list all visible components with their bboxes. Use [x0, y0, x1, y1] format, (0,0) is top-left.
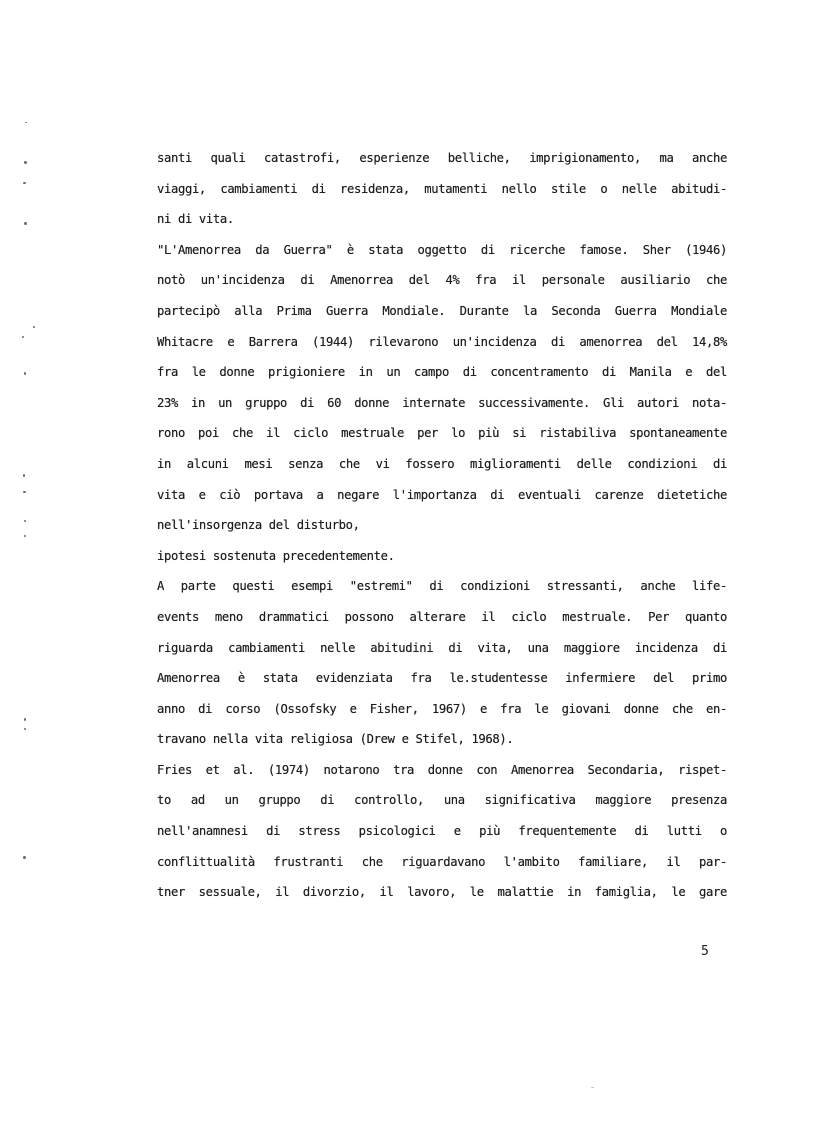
scan-speck: [23, 182, 26, 184]
scan-speck: [24, 372, 26, 375]
text-line: ni di vita.: [157, 212, 234, 227]
scan-speck: [23, 491, 26, 493]
text-line: anno di corso (Ossofsky e Fisher, 1967) e fra le giovani donne che en-: [157, 701, 727, 716]
text-line: to ad un gruppo di controllo, una significativa maggiore presenza: [157, 793, 727, 808]
text-line: "L'Amenorrea da Guerra" è stata oggetto di ricerche famose. Sher (1946): [157, 242, 727, 257]
scan-speck: [24, 222, 27, 225]
text-line: A parte questi esempi "estremi" di condizioni stressanti, anche life-: [157, 579, 727, 594]
text-line: nell'anamnesi di stress psicologici e più frequentemente di lutti o: [157, 824, 727, 839]
text-line: fra le donne prigioniere in un campo di concentramento di Manila e del: [157, 365, 727, 380]
text-line: Amenorrea è stata evidenziata fra le.studentesse infermiere del primo: [157, 671, 727, 686]
text-line: tner sessuale, il divorzio, il lavoro, le malattie in famiglia, le gare: [157, 885, 727, 900]
scan-speck: [24, 535, 26, 537]
scan-speck: [591, 1087, 594, 1088]
scan-speck: [24, 520, 26, 522]
scan-speck: [24, 718, 26, 721]
scan-speck: [25, 122, 27, 123]
scan-speck: [24, 161, 27, 164]
scan-speck: [22, 336, 24, 338]
text-line: santi quali catastrofi, esperienze belliche, imprigionamento, ma anche: [157, 151, 727, 165]
scan-speck: [33, 326, 35, 328]
text-line: riguarda cambiamenti nelle abitudini di vita, una maggiore incidenza di: [157, 640, 727, 655]
text-line: 23% in un gruppo di 60 donne internate successivamente. Gli autori nota-: [157, 395, 727, 410]
text-line: events meno drammatici possono alterare il ciclo mestruale. Per quanto: [157, 609, 727, 624]
page-number: 5: [701, 944, 709, 959]
text-line: Whitacre e Barrera (1944) rilevarono un'incidenza di amenorrea del 14,8%: [157, 334, 727, 349]
text-line: rono poi che il ciclo mestruale per lo più si ristabiliva spontaneamente: [157, 426, 727, 441]
text-line: nell'insorgenza del disturbo,: [157, 518, 360, 533]
text-line: vita e ciò portava a negare l'importanza di eventuali carenze dietetiche: [157, 487, 727, 502]
text-line: travano nella vita religiosa (Drew e Stifel, 1968).: [157, 732, 514, 747]
text-line: viaggi, cambiamenti di residenza, mutamenti nello stile o nelle abitudi-: [157, 181, 727, 196]
text-line: Fries et al. (1974) notarono tra donne con Amenorrea Secondaria, rispet-: [157, 762, 727, 777]
scan-speck: [23, 856, 26, 859]
text-line: conflittualità frustranti che riguardavano l'ambito familiare, il par-: [157, 854, 727, 869]
body-text: [157, 143, 727, 908]
text-line: partecipò alla Prima Guerra Mondiale. Durante la Seconda Guerra Mondiale: [157, 303, 727, 318]
scan-speck: [24, 728, 26, 730]
text-line: notò un'incidenza di Amenorrea del 4% fra il personale ausiliario che: [157, 273, 727, 288]
text-line: in alcuni mesi senza che vi fossero miglioramenti delle condizioni di: [157, 456, 727, 471]
text-line: ipotesi sostenuta precedentemente.: [157, 548, 395, 563]
scan-speck: [23, 474, 25, 477]
